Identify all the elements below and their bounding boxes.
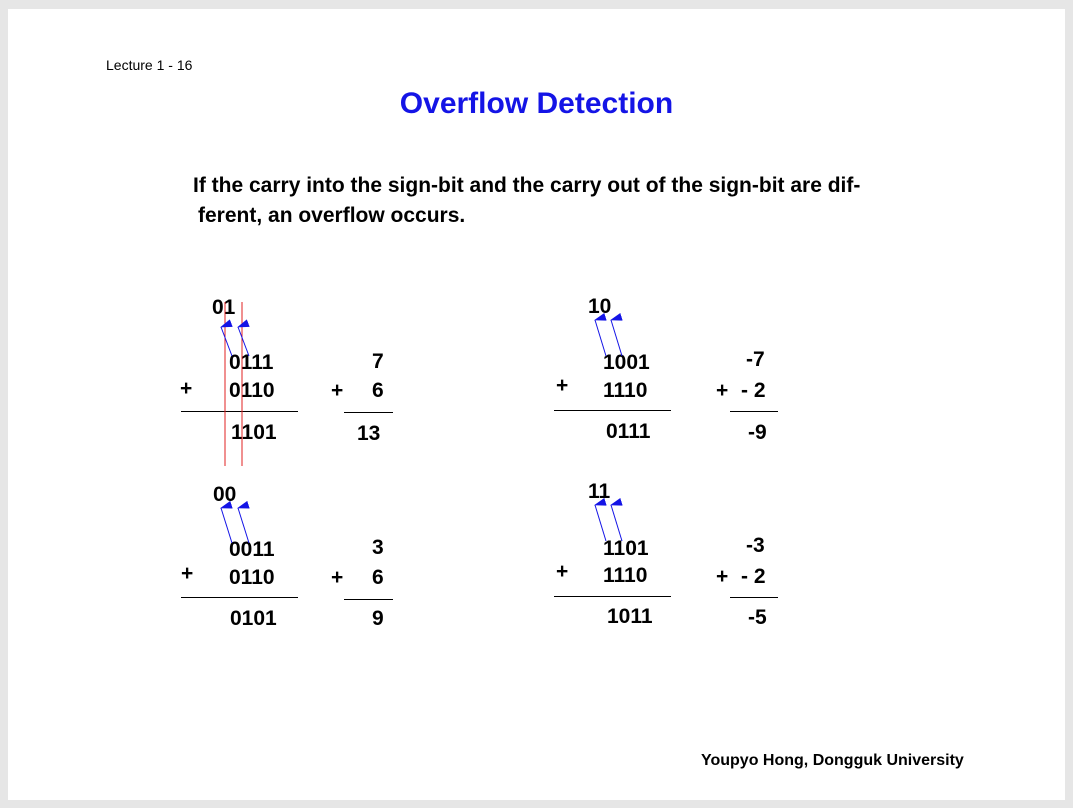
statement-line-1: If the carry into the sign-bit and the carry out of the sign-bit are dif- [193,174,861,197]
carry-arrows-overlay [8,9,1065,800]
decimal-operand-b: 6 [372,566,384,589]
carry-out-arrow-icon [595,320,606,356]
carry-bits: 10 [588,295,612,318]
binary-plus-sign: + [181,562,194,585]
binary-operand-b: 0110 [229,379,275,402]
statement-line-2: ferent, an overflow occurs. [198,204,466,227]
binary-result: 0101 [230,607,277,630]
decimal-plus-sign: + [331,379,344,402]
slide-title: Overflow Detection [399,87,674,120]
binary-operand-b: 0110 [229,566,275,589]
binary-operand-a: 0111 [229,351,274,374]
binary-operand-a: 0011 [229,538,275,561]
binary-operand-b: 1110 [603,564,648,587]
carry-bits: 11 [588,480,611,503]
decimal-plus-sign: + [716,565,729,588]
binary-operand-b: 1110 [603,379,648,402]
decimal-operand-a: 7 [372,350,384,373]
carry-out-arrow-icon [221,327,232,356]
binary-operand-a: 1001 [603,351,650,374]
decimal-result: 9 [372,607,384,630]
carry-in-arrow-icon [238,327,249,356]
carry-in-arrow-icon [238,508,249,543]
carry-out-arrow-icon [221,508,232,543]
decimal-result: -9 [748,421,767,444]
lecture-number: Lecture 1 - 16 [106,57,193,73]
carry-in-arrow-icon [611,505,622,541]
carry-out-arrow-icon [595,505,606,541]
binary-plus-sign: + [556,374,569,397]
binary-result: 1101 [231,421,277,444]
decimal-plus-sign: + [331,566,344,589]
decimal-operand-b: 6 [372,379,384,402]
carry-bits: 00 [213,483,237,506]
binary-result: 1011 [607,605,653,628]
decimal-result: 13 [357,422,381,445]
decimal-operand-a: -3 [746,534,765,557]
binary-plus-sign: + [556,560,569,583]
decimal-operand-a: 3 [372,536,384,559]
decimal-plus-sign: + [716,379,729,402]
binary-result: 0111 [606,420,651,443]
decimal-operand-b: - 2 [741,565,766,588]
carry-bits: 01 [212,296,236,319]
decimal-operand-b: - 2 [741,379,766,402]
decimal-result: -5 [748,606,767,629]
author-footer: Youpyo Hong, Dongguk University [701,752,964,769]
carry-in-arrow-icon [611,320,622,356]
binary-operand-a: 1101 [603,537,649,560]
decimal-operand-a: -7 [746,348,765,371]
binary-plus-sign: + [180,377,193,400]
slide [8,9,1065,800]
